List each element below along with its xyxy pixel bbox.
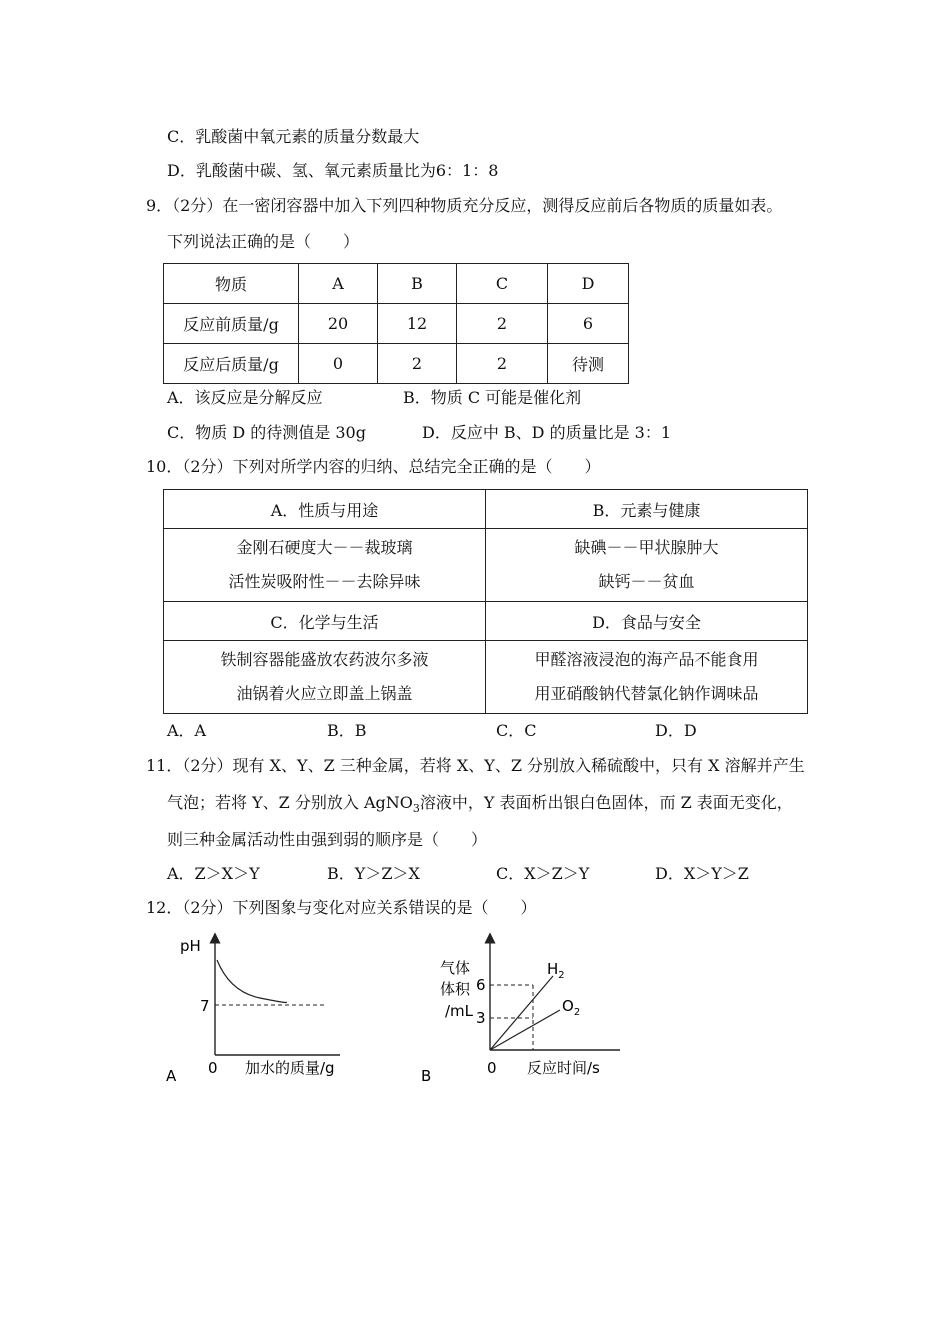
q8-option-c: C．乳酸菌中氧元素的质量分数最大 [167,127,420,146]
q9-option-b: B．物质 C 可能是催化剂 [403,388,582,407]
table-cell [164,641,486,714]
cell-line: 甲醛溶液浸泡的海产品不能食用 [534,650,759,669]
cell-line: 油锅着火应立即盖上锅盖 [236,684,413,703]
o2-label-text: O [562,997,574,1015]
q9-option-d: D．反应中 B、D 的质量比是 3：1 [422,423,672,442]
q10-option-a: A．A [167,721,207,740]
table-header-cell: B [378,264,457,304]
y-axis-label-2: 体积 [440,980,471,998]
table-cell: 2 [378,344,457,384]
table-row [164,490,808,529]
tick-6: 6 [476,976,486,994]
o2-label [562,997,580,1018]
table-cell: 反应后质量/g [164,344,299,384]
q10-option-b: B．B [327,721,367,740]
table-header-cell: D．食品与安全 [486,602,808,641]
o2-label-sub: 2 [573,1007,581,1018]
table-cell: 待测 [548,344,629,384]
cell-line: 用亚硝酸钠代替氯化钠作调味品 [534,684,759,703]
q11-option-b: B．Y＞Z＞X [327,864,420,883]
cell-line: 活性炭吸附性－－去除异味 [228,572,421,591]
tick-3: 3 [476,1009,486,1027]
q9-option-a: A．该反应是分解反应 [167,388,323,407]
table-cell: 12 [378,304,457,344]
q11-stem-line1: 11．（2分）现有 X、Y、Z 三种金属，若将 X、Y、Z 分别放入稀硫酸中，只有 X 溶解并产生 [146,756,805,775]
table-cell: 2 [457,304,548,344]
tick-7: 7 [200,997,210,1015]
q8-option-d: D．乳酸菌中碳、氢、氧元素质量比为6：1：8 [167,161,499,180]
y-axis-label: pH [180,937,201,955]
table-cell: 2 [457,344,548,384]
table-row [164,344,629,384]
table-header-cell: A．性质与用途 [164,490,486,529]
x-axis-label: 反应时间/s [527,1059,600,1077]
graph-b [415,930,635,1090]
q11-option-a: A．Z＞X＞Y [167,864,260,883]
q11-option-c: C．X＞Z＞Y [496,864,590,883]
h2-line [490,976,553,1050]
table-row [164,641,808,714]
q12-stem: 12．（2分）下列图象与变化对应关系错误的是（ ） [146,898,537,917]
q9-table [163,263,629,384]
h2-label [547,960,565,981]
q9-stem: 9．（2分）在一密闭容器中加入下列四种物质充分反应，测得反应前后各物质的质量如表。 [146,196,783,215]
q11-stem-line3: 则三种金属活动性由强到弱的顺序是（ ） [167,830,488,849]
x-axis-label: 加水的质量/g [245,1059,335,1077]
origin-label: 0 [487,1059,497,1077]
table-cell [164,529,486,602]
table-header-cell: C．化学与生活 [164,602,486,641]
q11-stem-line2 [167,793,793,819]
table-header-cell: D [548,264,629,304]
q10-stem: 10．（2分）下列对所学内容的归纳、总结完全正确的是（ ） [146,457,601,476]
table-cell [486,529,808,602]
y-axis-label-3: /mL [445,1002,474,1020]
table-header-cell: 物质 [164,264,299,304]
table-cell: 0 [299,344,378,384]
h2-label-sub: 2 [558,970,565,981]
q11-text: 气泡；若将 Y、Z 分别放入 AgNO [167,793,413,812]
q10-option-d: D．D [655,721,697,740]
q9-option-c: C．物质 D 的待测值是 30g [167,423,366,442]
table-cell: 反应前质量/g [164,304,299,344]
table-row [164,529,808,602]
q11-text: 溶液中，Y 表面析出银白色固体，而 Z 表面无变化， [419,793,793,812]
cell-line: 铁制容器能盛放农药波尔多液 [220,650,429,669]
table-header-cell: C [457,264,548,304]
origin-label: 0 [208,1059,218,1077]
graph-a-label: A [166,1067,177,1085]
cell-line: 缺碘－－甲状腺肿大 [574,538,719,557]
q10-option-c: C．C [496,721,537,740]
table-cell: 20 [299,304,378,344]
graph-a [160,930,360,1090]
table-cell: 6 [548,304,629,344]
cell-line: 缺钙－－贫血 [598,572,695,591]
table-row [164,602,808,641]
table-row [164,264,629,304]
subscript: 3 [412,802,420,816]
table-header-cell: B．元素与健康 [486,490,808,529]
graph-b-label: B [421,1067,432,1085]
cell-line: 金刚石硬度大－－裁玻璃 [236,538,413,557]
q11-option-d: D．X＞Y＞Z [655,864,749,883]
h2-label-text: H [547,960,559,978]
table-cell [486,641,808,714]
q10-table [163,489,808,714]
o2-line [490,1010,560,1050]
y-axis-label-1: 气体 [440,959,471,977]
table-row [164,304,629,344]
ph-curve [217,960,286,1003]
q9-stem-line2: 下列说法正确的是（ ） [167,232,360,251]
table-header-cell: A [299,264,378,304]
